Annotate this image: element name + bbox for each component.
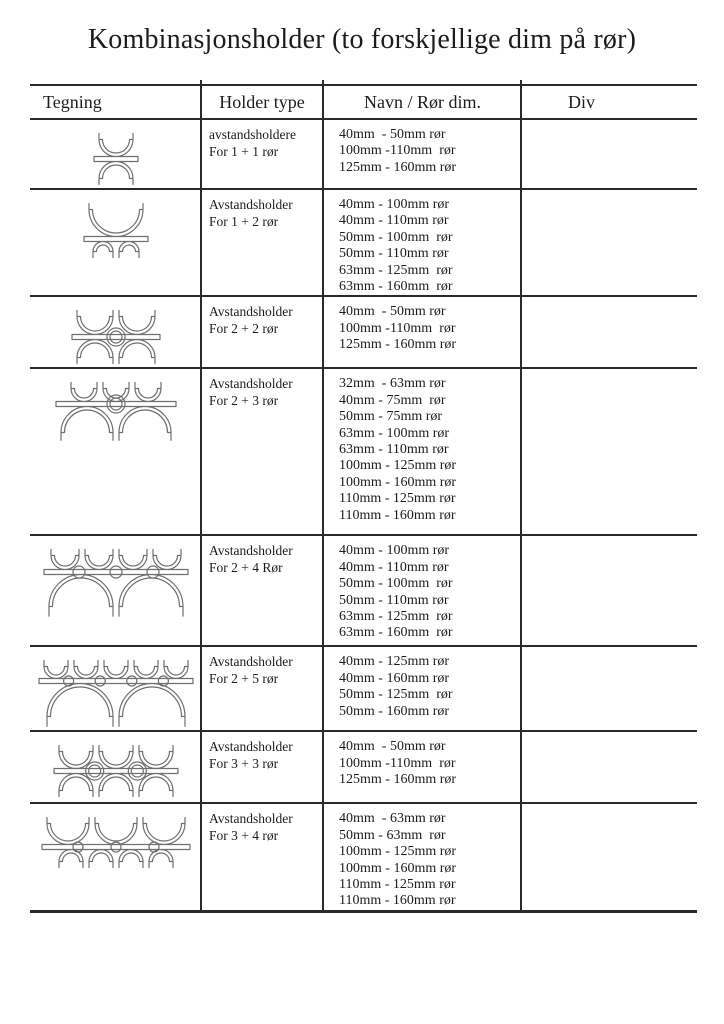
column-header-div: Div [568, 91, 595, 112]
pipe-dim-line: 63mm - 125mm rør [339, 609, 453, 625]
dims-cell [323, 120, 522, 188]
pipe-dim-line: 32mm - 63mm rør [339, 376, 446, 392]
holder-type-line: For 2 + 5 rør [209, 670, 279, 686]
holder-table [30, 84, 697, 913]
drawing-cell [30, 297, 201, 367]
holder-1-plus-1-drawing [92, 130, 140, 188]
table-row [30, 190, 697, 297]
drawing-cell [30, 369, 201, 534]
pipe-dim-line: 40mm - 50mm rør [339, 127, 446, 142]
column-header-tegning: Tegning [43, 91, 102, 112]
pipe-dim-line: 50mm - 75mm rør [339, 409, 443, 425]
dims-cell [323, 732, 522, 802]
page-title: Kombinasjonsholder (to forskjellige dim på rør) [87, 24, 637, 55]
drawing-cell [30, 190, 201, 295]
table-row [30, 732, 697, 804]
holder-type-line: Avstandsholder [209, 654, 293, 670]
holder-2-plus-5-drawing [37, 657, 195, 730]
holder-type-line: For 2 + 2 rør [209, 320, 279, 336]
pipe-dim-line: 125mm - 160mm rør [339, 772, 457, 788]
pipe-dim-line: 50mm - 110mm rør [339, 246, 449, 262]
div-cell [522, 190, 697, 295]
dims-cell [323, 369, 522, 534]
pipe-dim-line: 110mm - 125mm rør [339, 877, 456, 893]
table-row [30, 120, 697, 190]
table-row [30, 536, 697, 647]
table-row [30, 804, 697, 912]
holder-type-cell [201, 190, 323, 295]
pipe-dim-line: 40mm - 110mm rør [339, 559, 449, 575]
pipe-dim-line: 40mm - 160mm rør [339, 670, 450, 686]
column-header-holder-type: Holder type [219, 91, 305, 112]
pipe-dim-line: 100mm - 160mm rør [339, 860, 457, 876]
pipe-dim-line: 100mm - 125mm rør [339, 458, 457, 474]
holder-2-plus-4-drawing [42, 546, 190, 620]
pipe-dim-line: 50mm - 110mm rør [339, 592, 449, 608]
pipe-dim-line: 50mm - 160mm rør [339, 703, 450, 719]
dims-cell [323, 647, 522, 730]
dims-cell [323, 297, 522, 367]
holder-3-plus-4-drawing [40, 814, 192, 871]
dims-cell [323, 536, 522, 645]
div-cell [522, 297, 697, 367]
pipe-dim-line: 100mm - 125mm rør [339, 844, 457, 860]
pipe-dim-line: 63mm - 160mm rør [339, 279, 453, 295]
drawing-cell [30, 732, 201, 802]
div-cell [522, 369, 697, 534]
pipe-dim-line: 63mm - 160mm rør [339, 625, 453, 641]
pipe-dim-line: 40mm - 63mm rør [339, 811, 446, 827]
div-cell [522, 120, 697, 188]
holder-3-plus-3-drawing [52, 742, 180, 800]
div-cell [522, 536, 697, 645]
pipe-dim-line: 100mm -110mm rør [339, 143, 456, 159]
holder-2-plus-2-drawing [70, 307, 162, 367]
div-cell [522, 647, 697, 730]
table-row [30, 647, 697, 732]
pipe-dim-line: 40mm - 100mm rør [339, 543, 450, 559]
pipe-dim-line: 100mm -110mm rør [339, 755, 456, 771]
pipe-dim-line: 110mm - 125mm rør [339, 491, 456, 507]
holder-type-line: For 3 + 4 rør [209, 827, 279, 843]
pipe-dim-line: 50mm - 100mm rør [339, 229, 453, 245]
holder-type-cell [201, 536, 323, 645]
table-header-row [30, 86, 697, 120]
pipe-dim-line: 40mm - 50mm rør [339, 304, 446, 320]
holder-type-line: For 3 + 3 rør [209, 755, 279, 771]
holder-type-line: For 2 + 3 rør [209, 392, 279, 408]
pipe-dim-line: 125mm - 160mm rør [339, 337, 457, 353]
holder-type-cell [201, 297, 323, 367]
pipe-dim-line: 125mm - 160mm rør [339, 159, 457, 175]
holder-type-line: avstandsholdere [209, 127, 296, 142]
pipe-dim-line: 63mm - 100mm rør [339, 425, 450, 441]
drawing-cell [30, 120, 201, 188]
pipe-dim-line: 40mm - 100mm rør [339, 197, 450, 212]
holder-type-line: Avstandsholder [209, 739, 293, 755]
table-row [30, 297, 697, 369]
column-divider [520, 80, 522, 913]
pipe-dim-line: 100mm -110mm rør [339, 320, 456, 336]
pipe-dim-line: 40mm - 125mm rør [339, 654, 450, 670]
holder-type-cell [201, 732, 323, 802]
pipe-dim-line: 110mm - 160mm rør [339, 507, 456, 523]
table-body [30, 120, 697, 913]
column-header-navn-ror-dim: Navn / Rør dim. [364, 91, 481, 112]
div-cell [522, 804, 697, 909]
dims-cell [323, 190, 522, 295]
holder-type-line: Avstandsholder [209, 543, 293, 559]
holder-type-cell [201, 647, 323, 730]
pipe-dim-line: 100mm - 160mm rør [339, 474, 457, 490]
holder-type-cell [201, 804, 323, 909]
pipe-dim-line: 40mm - 110mm rør [339, 213, 449, 229]
holder-type-line: Avstandsholder [209, 811, 293, 827]
pipe-dim-line: 63mm - 110mm rør [339, 442, 449, 458]
holder-type-cell [201, 120, 323, 188]
pipe-dim-line: 110mm - 160mm rør [339, 893, 456, 909]
column-divider [200, 80, 202, 913]
holder-type-line: For 2 + 4 Rør [209, 559, 283, 575]
div-cell [522, 732, 697, 802]
drawing-cell [30, 647, 201, 730]
table-row [30, 369, 697, 536]
pipe-dim-line: 50mm - 125mm rør [339, 687, 453, 703]
pipe-dim-line: 40mm - 50mm rør [339, 739, 446, 755]
holder-type-line: Avstandsholder [209, 197, 293, 212]
holder-type-line: Avstandsholder [209, 304, 293, 320]
drawing-cell [30, 804, 201, 909]
holder-type-line: For 1 + 1 rør [209, 143, 279, 159]
pipe-dim-line: 50mm - 100mm rør [339, 576, 453, 592]
pipe-dim-line: 50mm - 63mm rør [339, 827, 446, 843]
holder-type-line: Avstandsholder [209, 376, 293, 392]
holder-type-line: For 1 + 2 rør [209, 213, 279, 229]
column-divider [322, 80, 324, 913]
dims-cell [323, 804, 522, 909]
pipe-dim-line: 63mm - 125mm rør [339, 262, 453, 278]
holder-type-cell [201, 369, 323, 534]
pipe-dim-line: 40mm - 75mm rør [339, 392, 446, 408]
drawing-cell [30, 536, 201, 645]
holder-1-plus-2-drawing [82, 200, 150, 261]
holder-2-plus-3-drawing [54, 379, 178, 444]
